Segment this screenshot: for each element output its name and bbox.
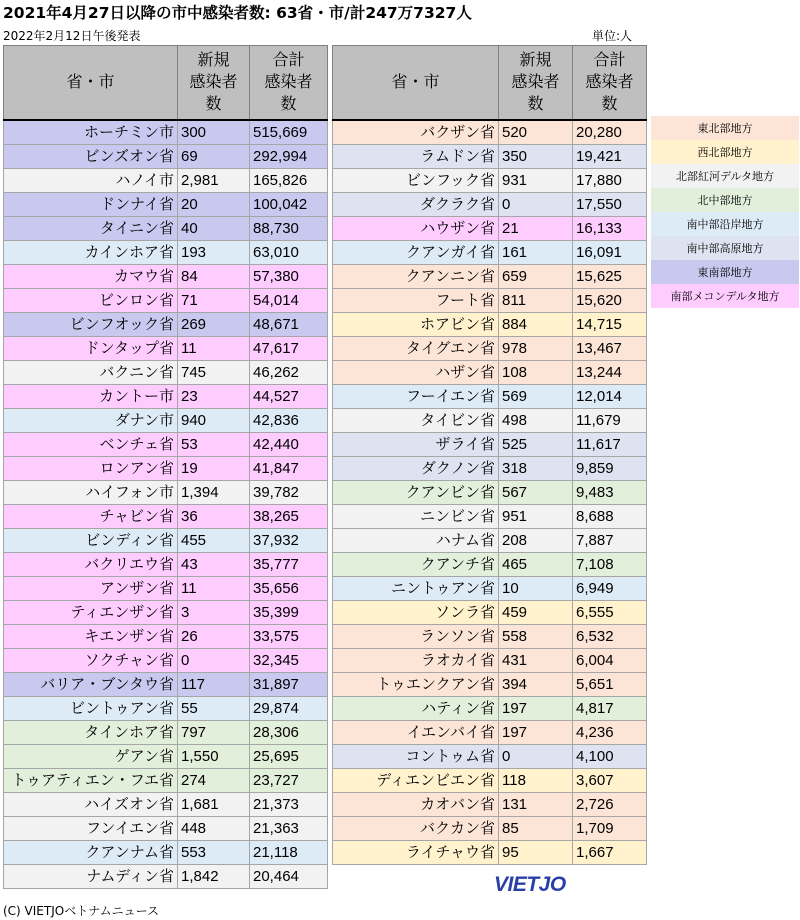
total-cases-cell: 1,667 — [573, 841, 647, 865]
total-cases-cell: 9,483 — [573, 481, 647, 505]
new-cases-cell: 43 — [178, 553, 250, 577]
province-name-cell: タイビン省 — [333, 409, 499, 433]
total-cases-cell: 13,244 — [573, 361, 647, 385]
total-cases-cell: 17,550 — [573, 193, 647, 217]
total-cases-cell: 515,669 — [250, 120, 328, 145]
table-row — [4, 505, 328, 529]
province-name-cell: ロンアン省 — [4, 457, 178, 481]
table-row — [333, 601, 647, 625]
province-name-cell: クアンニン省 — [333, 265, 499, 289]
total-cases-cell: 6,532 — [573, 625, 647, 649]
total-cases-cell: 21,373 — [250, 793, 328, 817]
province-name-cell: ビンロン省 — [4, 289, 178, 313]
table-row — [4, 217, 328, 241]
legend-label: 南中部沿岸地方 — [651, 212, 799, 236]
province-name-cell: ベンチェ省 — [4, 433, 178, 457]
province-name-cell: タインホア省 — [4, 721, 178, 745]
total-cases-cell: 100,042 — [250, 193, 328, 217]
province-name-cell: ライチャウ省 — [333, 841, 499, 865]
province-name-cell: バクザン省 — [333, 120, 499, 145]
total-cases-cell: 41,847 — [250, 457, 328, 481]
new-cases-cell: 208 — [499, 529, 573, 553]
total-cases-cell: 42,440 — [250, 433, 328, 457]
new-cases-cell: 978 — [499, 337, 573, 361]
new-cases-cell: 274 — [178, 769, 250, 793]
province-name-cell: ダクラク省 — [333, 193, 499, 217]
province-name-cell: ラムドン省 — [333, 145, 499, 169]
legend-label: 南部メコンデルタ地方 — [651, 284, 799, 308]
total-cases-cell: 4,236 — [573, 721, 647, 745]
province-name-cell: トゥエンクアン省 — [333, 673, 499, 697]
new-cases-cell: 26 — [178, 625, 250, 649]
vietjo-logo: VIETJO — [494, 873, 566, 896]
table-row — [4, 481, 328, 505]
province-name-cell: ビンフック省 — [333, 169, 499, 193]
total-cases-cell: 292,994 — [250, 145, 328, 169]
table-row — [333, 505, 647, 529]
new-cases-cell: 1,394 — [178, 481, 250, 505]
new-cases-cell: 1,842 — [178, 865, 250, 889]
legend-label: 東南部地方 — [651, 260, 799, 284]
total-cases-cell: 88,730 — [250, 217, 328, 241]
province-name-cell: バクリエウ省 — [4, 553, 178, 577]
new-cases-cell: 0 — [499, 745, 573, 769]
total-cases-cell: 7,887 — [573, 529, 647, 553]
total-cases-cell: 48,671 — [250, 313, 328, 337]
total-cases-cell: 46,262 — [250, 361, 328, 385]
total-cases-cell: 21,363 — [250, 817, 328, 841]
legend-label: 東北部地方 — [651, 116, 799, 140]
total-cases-cell: 16,091 — [573, 241, 647, 265]
table-row — [333, 745, 647, 769]
announcement-date: 2022年2月12日午後発表 — [3, 29, 141, 43]
new-cases-cell: 884 — [499, 313, 573, 337]
table-row — [333, 625, 647, 649]
column-header-name: 省・市 — [4, 46, 178, 121]
table-row — [333, 289, 647, 313]
table-row — [4, 337, 328, 361]
cases-table-right — [332, 45, 647, 865]
total-cases-cell: 11,617 — [573, 433, 647, 457]
table-row — [4, 817, 328, 841]
province-name-cell: ザライ省 — [333, 433, 499, 457]
legend-item — [651, 236, 799, 260]
legend-item — [651, 116, 799, 140]
table-row — [333, 577, 647, 601]
total-cases-cell: 57,380 — [250, 265, 328, 289]
total-cases-cell: 14,715 — [573, 313, 647, 337]
table-row — [4, 721, 328, 745]
new-cases-cell: 940 — [178, 409, 250, 433]
table-row — [4, 649, 328, 673]
province-name-cell: ハイズオン省 — [4, 793, 178, 817]
new-cases-cell: 558 — [499, 625, 573, 649]
table-row — [333, 793, 647, 817]
table-row — [333, 145, 647, 169]
province-name-cell: ハナム省 — [333, 529, 499, 553]
table-row — [333, 337, 647, 361]
total-cases-cell: 38,265 — [250, 505, 328, 529]
table-row — [4, 433, 328, 457]
table-row — [4, 169, 328, 193]
province-name-cell: ドンタップ省 — [4, 337, 178, 361]
province-name-cell: ダクノン省 — [333, 457, 499, 481]
table-row — [333, 481, 647, 505]
new-cases-cell: 350 — [499, 145, 573, 169]
total-cases-cell: 21,118 — [250, 841, 328, 865]
new-cases-cell: 797 — [178, 721, 250, 745]
new-cases-cell: 19 — [178, 457, 250, 481]
table-row — [333, 169, 647, 193]
table-header-row — [4, 46, 328, 121]
table-row — [333, 721, 647, 745]
table-row — [333, 385, 647, 409]
new-cases-cell: 318 — [499, 457, 573, 481]
province-name-cell: クアンチ省 — [333, 553, 499, 577]
province-name-cell: ラオカイ省 — [333, 649, 499, 673]
total-cases-cell: 9,859 — [573, 457, 647, 481]
province-name-cell: クアンビン省 — [333, 481, 499, 505]
province-name-cell: アンザン省 — [4, 577, 178, 601]
table-row — [4, 577, 328, 601]
total-cases-cell: 8,688 — [573, 505, 647, 529]
province-name-cell: ティエンザン省 — [4, 601, 178, 625]
table-row — [4, 193, 328, 217]
province-name-cell: バクカン省 — [333, 817, 499, 841]
province-name-cell: クアンガイ省 — [333, 241, 499, 265]
new-cases-cell: 40 — [178, 217, 250, 241]
new-cases-cell: 431 — [499, 649, 573, 673]
table-row — [4, 313, 328, 337]
table-row — [333, 649, 647, 673]
new-cases-cell: 465 — [499, 553, 573, 577]
total-cases-cell: 39,782 — [250, 481, 328, 505]
province-name-cell: ビンフオック省 — [4, 313, 178, 337]
new-cases-cell: 21 — [499, 217, 573, 241]
table-row — [333, 817, 647, 841]
table-row — [4, 361, 328, 385]
province-name-cell: チャビン省 — [4, 505, 178, 529]
table-row — [333, 457, 647, 481]
new-cases-cell: 951 — [499, 505, 573, 529]
column-header-name: 省・市 — [333, 46, 499, 121]
new-cases-cell: 55 — [178, 697, 250, 721]
new-cases-cell: 931 — [499, 169, 573, 193]
new-cases-cell: 659 — [499, 265, 573, 289]
table-row — [4, 553, 328, 577]
new-cases-cell: 11 — [178, 337, 250, 361]
province-name-cell: バクニン省 — [4, 361, 178, 385]
new-cases-cell: 269 — [178, 313, 250, 337]
total-cases-cell: 4,100 — [573, 745, 647, 769]
column-header-total: 合計 感染者 数 — [573, 46, 647, 121]
total-cases-cell: 3,607 — [573, 769, 647, 793]
table-row — [4, 145, 328, 169]
province-name-cell: トゥアティエン・フエ省 — [4, 769, 178, 793]
province-name-cell: クアンナム省 — [4, 841, 178, 865]
total-cases-cell: 6,555 — [573, 601, 647, 625]
total-cases-cell: 2,726 — [573, 793, 647, 817]
total-cases-cell: 5,651 — [573, 673, 647, 697]
table-header-row — [333, 46, 647, 121]
new-cases-cell: 10 — [499, 577, 573, 601]
table-row — [4, 289, 328, 313]
province-name-cell: キエンザン省 — [4, 625, 178, 649]
new-cases-cell: 569 — [499, 385, 573, 409]
new-cases-cell: 455 — [178, 529, 250, 553]
province-name-cell: ゲアン省 — [4, 745, 178, 769]
region-legend — [651, 116, 799, 308]
new-cases-cell: 745 — [178, 361, 250, 385]
table-row — [4, 529, 328, 553]
new-cases-cell: 3 — [178, 601, 250, 625]
table-row — [4, 457, 328, 481]
total-cases-cell: 23,727 — [250, 769, 328, 793]
province-name-cell: ナムディン省 — [4, 865, 178, 889]
new-cases-cell: 71 — [178, 289, 250, 313]
province-name-cell: ハティン省 — [333, 697, 499, 721]
new-cases-cell: 394 — [499, 673, 573, 697]
table-row — [4, 673, 328, 697]
province-name-cell: ソンラ省 — [333, 601, 499, 625]
new-cases-cell: 193 — [178, 241, 250, 265]
column-header-new: 新規 感染者 数 — [178, 46, 250, 121]
total-cases-cell: 12,014 — [573, 385, 647, 409]
table-row — [4, 385, 328, 409]
province-name-cell: ソクチャン省 — [4, 649, 178, 673]
new-cases-cell: 36 — [178, 505, 250, 529]
copyright-footer: (C) VIETJOベトナムニュース — [3, 904, 160, 918]
province-name-cell: フート省 — [333, 289, 499, 313]
province-name-cell: カントー市 — [4, 385, 178, 409]
new-cases-cell: 131 — [499, 793, 573, 817]
cases-table-left — [3, 45, 328, 889]
table-row — [333, 409, 647, 433]
new-cases-cell: 161 — [499, 241, 573, 265]
total-cases-cell: 165,826 — [250, 169, 328, 193]
total-cases-cell: 33,575 — [250, 625, 328, 649]
province-name-cell: カマウ省 — [4, 265, 178, 289]
total-cases-cell: 6,004 — [573, 649, 647, 673]
province-name-cell: ニンビン省 — [333, 505, 499, 529]
table-row — [4, 793, 328, 817]
table-row — [333, 217, 647, 241]
total-cases-cell: 11,679 — [573, 409, 647, 433]
table-row — [4, 697, 328, 721]
table-row — [333, 193, 647, 217]
table-row — [4, 865, 328, 889]
new-cases-cell: 108 — [499, 361, 573, 385]
table-row — [333, 697, 647, 721]
new-cases-cell: 84 — [178, 265, 250, 289]
total-cases-cell: 19,421 — [573, 145, 647, 169]
province-name-cell: ビンディン省 — [4, 529, 178, 553]
table-row — [4, 120, 328, 145]
table-row — [333, 313, 647, 337]
new-cases-cell: 525 — [499, 433, 573, 457]
total-cases-cell: 42,836 — [250, 409, 328, 433]
total-cases-cell: 16,133 — [573, 217, 647, 241]
new-cases-cell: 0 — [178, 649, 250, 673]
total-cases-cell: 35,777 — [250, 553, 328, 577]
new-cases-cell: 53 — [178, 433, 250, 457]
table-row — [333, 241, 647, 265]
total-cases-cell: 15,620 — [573, 289, 647, 313]
province-name-cell: コントゥム省 — [333, 745, 499, 769]
table-row — [333, 841, 647, 865]
province-name-cell: フンイエン省 — [4, 817, 178, 841]
unit-label: 単位:人 — [592, 29, 633, 43]
total-cases-cell: 63,010 — [250, 241, 328, 265]
table-row — [333, 433, 647, 457]
table-row — [4, 241, 328, 265]
total-cases-cell: 35,399 — [250, 601, 328, 625]
province-name-cell: ランソン省 — [333, 625, 499, 649]
legend-item — [651, 188, 799, 212]
province-name-cell: ドンナイ省 — [4, 193, 178, 217]
new-cases-cell: 11 — [178, 577, 250, 601]
new-cases-cell: 69 — [178, 145, 250, 169]
new-cases-cell: 0 — [499, 193, 573, 217]
total-cases-cell: 35,656 — [250, 577, 328, 601]
total-cases-cell: 17,880 — [573, 169, 647, 193]
new-cases-cell: 498 — [499, 409, 573, 433]
total-cases-cell: 54,014 — [250, 289, 328, 313]
total-cases-cell: 31,897 — [250, 673, 328, 697]
province-name-cell: ホーチミン市 — [4, 120, 178, 145]
province-name-cell: カオバン省 — [333, 793, 499, 817]
province-name-cell: タイグエン省 — [333, 337, 499, 361]
new-cases-cell: 553 — [178, 841, 250, 865]
total-cases-cell: 6,949 — [573, 577, 647, 601]
legend-item — [651, 284, 799, 308]
legend-item — [651, 164, 799, 188]
legend-label: 南中部高原地方 — [651, 236, 799, 260]
new-cases-cell: 1,550 — [178, 745, 250, 769]
total-cases-cell: 32,345 — [250, 649, 328, 673]
table-row — [333, 361, 647, 385]
table-row — [333, 529, 647, 553]
new-cases-cell: 23 — [178, 385, 250, 409]
page-title: 2021年4月27日以降の市中感染者数: 63省・市/計247万7327人 — [3, 4, 472, 22]
new-cases-cell: 520 — [499, 120, 573, 145]
total-cases-cell: 13,467 — [573, 337, 647, 361]
new-cases-cell: 448 — [178, 817, 250, 841]
province-name-cell: ホアビン省 — [333, 313, 499, 337]
new-cases-cell: 1,681 — [178, 793, 250, 817]
legend-label: 北部紅河デルタ地方 — [651, 164, 799, 188]
total-cases-cell: 28,306 — [250, 721, 328, 745]
new-cases-cell: 2,981 — [178, 169, 250, 193]
table-row — [4, 769, 328, 793]
total-cases-cell: 15,625 — [573, 265, 647, 289]
column-header-total: 合計 感染者 数 — [250, 46, 328, 121]
new-cases-cell: 197 — [499, 721, 573, 745]
total-cases-cell: 7,108 — [573, 553, 647, 577]
table-row — [4, 625, 328, 649]
legend-item — [651, 212, 799, 236]
table-row — [333, 769, 647, 793]
total-cases-cell: 1,709 — [573, 817, 647, 841]
total-cases-cell: 44,527 — [250, 385, 328, 409]
column-header-new: 新規 感染者 数 — [499, 46, 573, 121]
new-cases-cell: 459 — [499, 601, 573, 625]
province-name-cell: ハウザン省 — [333, 217, 499, 241]
province-name-cell: カインホア省 — [4, 241, 178, 265]
province-name-cell: ビントゥアン省 — [4, 697, 178, 721]
table-row — [4, 841, 328, 865]
province-name-cell: ハノイ市 — [4, 169, 178, 193]
table-row — [333, 553, 647, 577]
province-name-cell: ダナン市 — [4, 409, 178, 433]
table-row — [4, 265, 328, 289]
new-cases-cell: 197 — [499, 697, 573, 721]
table-row — [4, 409, 328, 433]
legend-item — [651, 140, 799, 164]
legend-item — [651, 260, 799, 284]
new-cases-cell: 811 — [499, 289, 573, 313]
new-cases-cell: 300 — [178, 120, 250, 145]
province-name-cell: ビンズオン省 — [4, 145, 178, 169]
total-cases-cell: 25,695 — [250, 745, 328, 769]
legend-label: 西北部地方 — [651, 140, 799, 164]
total-cases-cell: 37,932 — [250, 529, 328, 553]
new-cases-cell: 118 — [499, 769, 573, 793]
total-cases-cell: 29,874 — [250, 697, 328, 721]
province-name-cell: バリア・ブンタウ省 — [4, 673, 178, 697]
total-cases-cell: 47,617 — [250, 337, 328, 361]
table-row — [333, 265, 647, 289]
new-cases-cell: 20 — [178, 193, 250, 217]
total-cases-cell: 20,464 — [250, 865, 328, 889]
total-cases-cell: 4,817 — [573, 697, 647, 721]
new-cases-cell: 567 — [499, 481, 573, 505]
table-row — [333, 120, 647, 145]
province-name-cell: ディエンビエン省 — [333, 769, 499, 793]
total-cases-cell: 20,280 — [573, 120, 647, 145]
new-cases-cell: 95 — [499, 841, 573, 865]
new-cases-cell: 85 — [499, 817, 573, 841]
province-name-cell: ハイフォン市 — [4, 481, 178, 505]
province-name-cell: イエンバイ省 — [333, 721, 499, 745]
table-row — [4, 601, 328, 625]
province-name-cell: タイニン省 — [4, 217, 178, 241]
province-name-cell: ニントゥアン省 — [333, 577, 499, 601]
legend-label: 北中部地方 — [651, 188, 799, 212]
table-row — [4, 745, 328, 769]
new-cases-cell: 117 — [178, 673, 250, 697]
province-name-cell: ハザン省 — [333, 361, 499, 385]
table-row — [333, 673, 647, 697]
province-name-cell: フーイエン省 — [333, 385, 499, 409]
